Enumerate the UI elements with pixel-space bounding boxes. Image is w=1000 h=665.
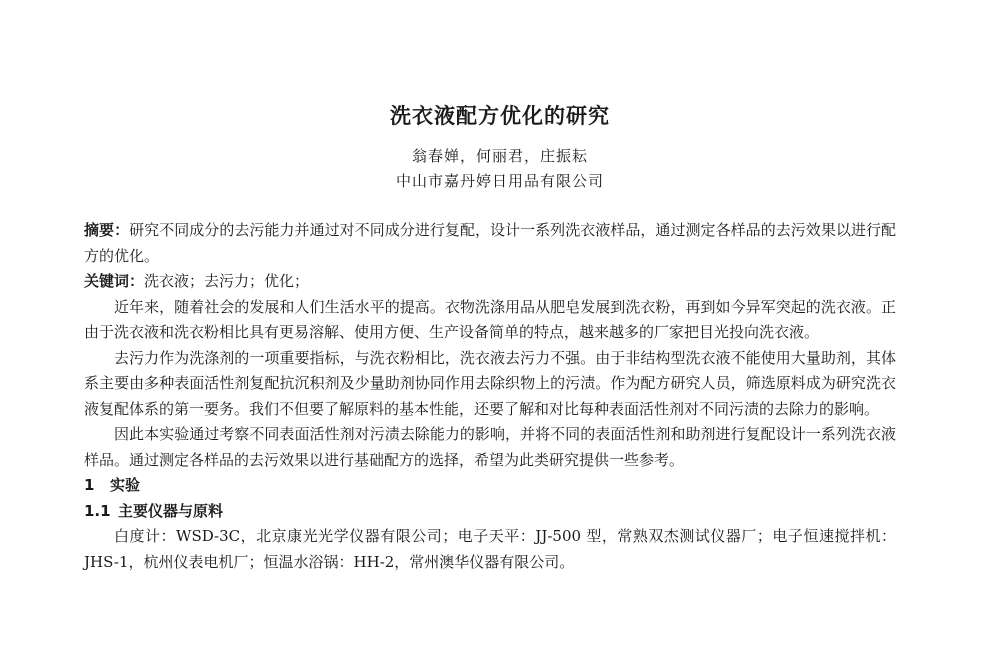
keywords xyxy=(84,269,896,295)
keywords-text: 洗衣液；去污力；优化； xyxy=(144,272,310,290)
intro-paragraph-1: 近年来，随着社会的发展和人们生活水平的提高。衣物洗涤用品从肥皂发展到洗衣粉，再到如今异军突起的洗衣液。正由于洗衣液和洗衣粉相比具有更易溶解、使用方便、生产设备简单的特点，越来越多的厂家把目光投向洗衣液。 xyxy=(84,297,896,341)
section-1-1-number: 1.1 xyxy=(84,501,111,520)
section-1-1-heading xyxy=(84,499,896,525)
section-1-1-title: 主要仪器与原料 xyxy=(118,501,224,520)
intro-paragraph-2: 去污力作为洗涤剂的一项重要指标，与洗衣粉相比，洗衣液去污力不强。由于非结构型洗衣液不能使用大量助剂，其体系主要由多种表面活性剂复配抗沉积剂及少量助剂协同作用去除织物上的污渍。作为配方研究人员，筛选原料成为研究洗衣液复配体系的第一要务。我们不但要了解原料的基本性能，还要了解和对比每种表面活性剂对不同污渍的去除力的影响。 xyxy=(84,348,896,418)
section-1-heading xyxy=(84,473,896,499)
paper-body xyxy=(84,218,896,575)
section-1-1-paragraph: 白度计：WSD-3C，北京康光光学仪器有限公司；电子天平：JJ-500 型，常熟双杰测试仪器厂；电子恒速搅拌机：JHS-1，杭州仪表电机厂；恒温水浴锅：HH-2，常州澳华仪器有限公司。 xyxy=(84,527,896,571)
paper-affiliation: 中山市嘉丹婷日用品有限公司 xyxy=(395,172,604,190)
paper-authors: 翁春婵，何丽君，庄振耘 xyxy=(411,147,588,165)
abstract-label: 摘要： xyxy=(84,221,130,239)
paper-title: 洗衣液配方优化的研究 xyxy=(390,104,610,128)
section-1-number: 1 xyxy=(84,476,95,494)
abstract-text: 研究不同成分的去污能力并通过对不同成分进行复配，设计一系列洗衣液样品，通过测定各样品的去污效果以进行配方的优化。 xyxy=(84,221,896,265)
section-1-title: 实验 xyxy=(110,476,141,494)
abstract xyxy=(84,218,896,269)
intro-paragraph-3: 因此本实验通过考察不同表面活性剂对污渍去除能力的影响，并将不同的表面活性剂和助剂进行复配设计一系列洗衣液样品。通过测定各样品的去污效果以进行基础配方的选择，希望为此类研究提供一些参考。 xyxy=(84,425,896,469)
keywords-label: 关键词： xyxy=(84,272,145,290)
